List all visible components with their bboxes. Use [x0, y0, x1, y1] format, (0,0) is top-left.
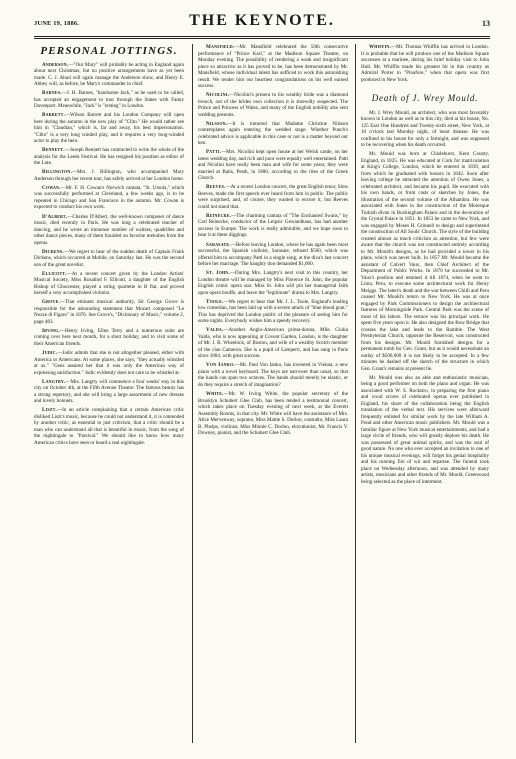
item-text: —Judic admits that she is not altogether pleased, either with America or Americans. At some places, she says, "they actually whistled at us." "Gens assured her that it was only the American way of expressing satisfaction." Judic evidently does not care to be whistled at.	[34, 350, 184, 376]
jotting-item	[198, 242, 348, 268]
item-heading: Irving.	[42, 327, 60, 334]
left-column	[34, 44, 184, 449]
item-text: —Wilson Barrett and his London Company will open here during the autumn in the new play of "Clito." He would rather see him in "Claudian," which is, far and away, his best impersonation. "Clito" is a very long winded play, and it requires a very long-winded actor to play the hero.	[34, 112, 184, 145]
jotting-item	[34, 169, 184, 182]
obituary-paragraph: Mr. J. Wrey Mould, an architect, who was most favorably known in London as well as in this city, died at his house, No. 125 East One Hundred and Twenty-sixth street, New York, at 10 o'clock last Monday night, of heart disease. He was confined to his house for only a fortnight, and was supposed to be recovering when his death occurred.	[361, 109, 489, 148]
item-heading: Mansfield.	[206, 44, 235, 50]
item-text: —Another Anglo-American prima-donna, Mlle. Giulia Valda, who is now appearing at Covent Garden, London, is the daughter of Mr. J. B. Wheelock, of Boston, and wife of a wealthy Scotch member of the clan Cameron. She is a pupil of Lamperti, and has sung in Paris since 1884, with great success.	[198, 327, 348, 360]
item-text: —We regret to hear that Mr. J. L. Toole, England's leading low comedian, has been laid up with a severe attack of "blue blood gout." This has deprived the London public of the pleasure of seeing him for some nights. Everybody wishes him a speedy recovery.	[198, 298, 348, 325]
item-text: —During Mrs. Langtry's next visit to this country, her London theatre will be managed by Miss Florence St. John, the popular English comic opera star. Miss St. John will pin her managerial faith upon opera bouffe, and leave the "legitimate" drama to Mrs. Langtry.	[198, 270, 348, 296]
jotting-item	[34, 147, 184, 167]
item-heading: Anderson.	[42, 61, 69, 68]
item-heading: Barnes.	[42, 90, 62, 97]
item-text: —Henry Irving, Ellen Terry and a numerous suite are coming over here next month, for a short holiday, and to visit some of their American friends.	[34, 327, 184, 347]
jotting-item	[198, 362, 348, 388]
item-heading: Whiffin.	[369, 44, 391, 50]
item-heading: Reeves.	[206, 184, 226, 191]
item-heading: Valda.	[206, 327, 224, 334]
item-heading: Dickens.	[42, 248, 64, 255]
item-heading: White.	[206, 391, 224, 398]
item-heading: Reinecke.	[206, 212, 232, 219]
item-text: —Mr. W. Irving White, the popular secretary of the Brooklyn Schubert Glee Club, has been tended a testimonial concert, which takes place on Tuesday evening of next week, at the Everett Assembly Rooms, in that city. Mr. White will have the assistance of Mrs. Alice Mervenway, soprano, Miss Mattie S. Dorlon, contralto, Miss Laura B. Phelps, violinist, Miss Minnie C. Dorlon, elocutionist, Mr. Francis V. Downey, pianist, and the Schubert Glee Club.	[198, 391, 348, 437]
item-text: —Charles D'Albert, the well-known composer of dance music, died recently in Paris. He was long a celebrated teacher of dancing, and he wrote an immense number of waltzes, quadrilles and other dance pieces, many of them founded on favorite melodies from the operas.	[34, 213, 184, 246]
jotting-item	[34, 185, 184, 211]
publication-title: THE KEYNOTE.	[189, 12, 335, 29]
item-heading: Toole.	[206, 298, 224, 305]
item-heading: Langtry.	[42, 378, 66, 385]
item-heading: Barrett.	[42, 112, 65, 119]
jotting-item	[198, 184, 348, 210]
header-rule	[34, 36, 490, 37]
jotting-item	[198, 299, 348, 325]
masthead	[34, 12, 490, 34]
jotting-item	[34, 214, 184, 247]
item-text: —Nicolini's present to his wealthy bride was a diamond brooch, out of the brides own collection it is shrewdly suspected. The Prince and Princess of Wales, and many of the English nobility also sent wedding presents.	[198, 92, 348, 118]
jotting-item	[34, 379, 184, 405]
jotting-item	[198, 44, 348, 90]
jotting-item	[34, 328, 184, 348]
item-heading: Bennett.	[42, 147, 65, 154]
obituary-title: Death of J. Wrey Mould.	[371, 93, 479, 103]
page-number: 13	[482, 19, 490, 28]
item-text: —At a recent London concert, the great English tenor, Sims Reeves, made the first speech ever heard from him in public. The public were surprised, and, of course, they wanted to encore it, but Reeves could not stand that.	[198, 184, 348, 210]
jotting-item	[34, 407, 184, 446]
item-text: —Mr. Thomas Whiffin has arrived in London. It is probable that he will produce one of the Madison Square successes at a matinee, during his brief holiday visit to John Hull. Mr. Whiffin made his greatest hit in this country as Admiral Porter in "Pinafore," when that opera was first produced in New York.	[361, 44, 489, 83]
item-heading: D'Albert.	[42, 213, 68, 220]
item-text: —That eminent musical authority, Sir George Grove is responsible for the astounding statement that Mozart composed "Le Nozze di Figaro" in 1876. See Grove's, "Dictionary of Music," volume 2, page 483.	[34, 299, 184, 325]
section-title: PERSONAL JOTTINGS.	[40, 45, 178, 57]
middle-column	[198, 44, 348, 439]
item-heading: Von Ianko.	[206, 362, 235, 369]
jotting-item	[361, 44, 489, 83]
jotting-item	[198, 213, 348, 239]
column-divider	[192, 44, 193, 743]
item-heading: Grove.	[42, 299, 60, 306]
jotting-item	[34, 299, 184, 325]
item-heading: Nicolini.	[206, 92, 229, 99]
jotting-item	[34, 62, 184, 88]
jotting-item	[34, 249, 184, 269]
jotting-item	[34, 350, 184, 376]
header-rule-thin	[34, 38, 490, 39]
item-heading: St. John.	[206, 270, 230, 277]
item-text: —We regret to hear of the sudden death of Captain Frank Dickens, which occurred at Mobile, on Saturday last. He was the second son of the great novelist.	[34, 248, 184, 268]
item-text: —Mr. Mansfield celebrated the 50th consecutive performance of "Prince Karl," at the Madison Square Theatre, on Monday evening. The possibility of rendering a weak and insignificant piece so attractive as it has proved to be, has been demonstrated by Mr. Mansfield, whose individual talent has sufficed to work this astonishing result. We tender him our heartiest congratulations on his well earned success.	[198, 44, 348, 89]
jotting-item	[34, 112, 184, 145]
item-text: —Before leaving London, where he has again been most successful, the Spanish violinist, Sarasate, refused $500, which was offered him to accompany Patti in a single song, at the diva's last concert before her marriage. The haughty don demanded $1,000.	[198, 241, 348, 268]
item-text: —Mr. Paul Von Ianko, has invented in Vienna, a new piano with a novel keyboard. The keys are narrower than usual, so that the hands can span two octaves. The hands should merely be elastic, or do they require a stretch of imagination?	[198, 362, 348, 388]
item-text: —It is rumored that Madame Christine Nilsson contemplates again entering the wedded stage. Whether Punch's celebrated advice is applicable in this case or not is a matter beyond our ken.	[198, 120, 348, 147]
item-text: —Mrs. J. Billington, who accompanied Mary Anderson through her recent tour, has safely arrived at her London home.	[34, 169, 184, 182]
jotting-item	[198, 391, 348, 437]
jotting-item	[198, 327, 348, 360]
right-column	[361, 44, 489, 488]
item-text: —Mrs. Langtry will commence a four weeks' stay in this city on October 4th, at the Fifth Avenue Theatre. The famous beauty has a strong repertory, and she will bring a large assortment of new dresses and lovely bonnets.	[34, 378, 184, 405]
jotting-item	[198, 121, 348, 147]
item-heading: Liszt.	[42, 407, 57, 414]
jotting-item	[198, 270, 348, 296]
item-text: —At a recent concert given by the London Artists' Musical Society, Miss Rosalind F. Ellicott, a daughter of the English Bishop of Gloucester, played a string quartette in B flat, and proved herself a very accomplished violinist.	[34, 270, 184, 297]
jotting-item	[34, 271, 184, 297]
item-heading: Billington.	[42, 169, 72, 176]
jotting-item	[198, 92, 348, 118]
item-text: —Mr. F. H. Cowan's Norwich cantata, "St. Ursula," which was successfully performed at Cleveland, a few weeks ago, is to be repeated in Chicago and San Francisco in the autumn. Mr. Cowan is expected to conduct his own work.	[34, 184, 184, 211]
column-divider	[355, 44, 356, 743]
issue-date: JUNE 19, 1886.	[34, 20, 80, 27]
obituary-paragraph: Mr. Mould was also an able and enthusiastic musician, being a good performer on both the piano and organ. He was associated with W. S. Rockstro, in preparing the first piano and vocal scores of celebrated operas ever published in England, his share of the collaboration being the English translation of the verbal text. His services were afterward frequently enlisted for similar work by the late William A. Pond and other American music publishers. Mr. Mould was a familiar figure at New York musical entertainments, and had a large circle of friends, who will greatly deplore his death. He was possessed of great animal spirits, and was the soul of good nature. No one who ever accepted an invitation to one of his unique musical evenings, will forget his genial hospitality and his running fire of wit and repartee. The funeral took place on Wednesday afternoon, and was attended by many artists, musicians and other friends of Mr. Mould, Greenwood being selected as the place of interment.	[361, 374, 489, 485]
obituary-paragraph: Mr. Mould was born at Chislehurst, Kent County, England, in 1825. He was educated at Cork for matriculation at King's College, London, which he entered in 1839, and from which he graduated with honors in 1842. Soon after leaving college he attracted the attention of Owen Jones, a celebrated architect, and became his pupil. He executed with his own hands, or from casts or sketches by Jones, the illustration of the second volume of the Alhambra. He was associated with Jones in the construction of the Moresque Turkish divan in Buckingham Palace and in the decoration of the Crystal Palace in 1851. In 1853 he came to New York, and was engaged by Moses H. Grinnell to design and superintend the construction of All Souls' Church. The style of the building created almost as much criticism as attention, but few were aware that the church was not constructed entirely according to Mr. Mould's designs, as he had provided a tower in his plans, which was never built. In 1857 Mr. Mould became the assistant of Calvert Vaux, then Chief Architect of the Department of Public Works. In 1870 he succeeded to Mr. Vaux's position and retained it till 1874, when he went to Lima, Peru, to execute some architectural work for Henry Meiggs. The latter's death and the war between Chilli and Peru caused Mr. Mould's return to New York. He was at once engaged by Park Commissioners to design the architectural features of Morningside Park. Central Park was the scene of most of his labors. The terrace was his principal work. He spent five years upon it. He also designed the Bow Bridge that crosses the lake and leads to the Ramble. The West Presbyterian Church, opposite the Reservoir, was constructed from his designs. Mr. Mould furnished designs for a permanent tomb for Gen. Grant, but as it would necessitate an outlay of $500,000 it is not likely to be accepted. In a few minutes he dashed off the sketch of the structure in which Gen. Grant's remains at present lie.	[361, 151, 490, 372]
item-text: —J. H. Barnes, "handsome Jack," as he used to be called, has accepted an engagement to tour through the States with Fanny Davenport. Meanwhile, "Jack" is "resting" in London.	[34, 90, 184, 110]
jotting-item	[34, 90, 184, 110]
item-text: —The charming cantata of "The Enchanted Swans," by Carl Reinecke, conductor of the Leipsic Gewandhaus, has had another success in Europe. The work is really admirable, and we hope soon to hear it at these diggings.	[198, 212, 348, 239]
item-heading: Sarasate.	[206, 241, 231, 248]
item-heading: Ellicott.	[42, 270, 67, 277]
item-text: —"Our Mary" will probably be acting in England again about next Christmas, but no positive arrangements have as yet been made. C. J. Abud will again manage the Anderson show, and Henry E. Abbey will, as before, be Mary's commander in chief.	[34, 61, 184, 87]
item-heading: Nilsson.	[206, 120, 228, 127]
item-text: —Mrs. Nicolini kept open house at her Welsh castle, on her latest wedding day, and rich and poor were equally well entertained. Patti and Nicolini have really been man and wife for some years; they were married at Batis, Pesth, in 1880, according to the rites of the Greek Church.	[198, 149, 348, 182]
item-text: —In an article complaining that a certain American critic disliked Liszt's music, because he could not understand it, it is contended by another critic, as essential to just criticism, that a critic should be a man who can understand all that is beautiful in music, from the song of the nightingale to "Parsival." We should like to know how many American critics have seen or heard a real nightingale.	[34, 407, 184, 446]
item-text: —Joseph Bennett has contracted to write the whole of the analysis for the Leeds Festival. He has resigned his position as editor of the Lute.	[34, 147, 184, 167]
item-heading: Judic.	[42, 350, 58, 357]
jotting-item	[198, 149, 348, 182]
item-heading: Patti.	[206, 149, 222, 156]
item-heading: Cowan.	[42, 184, 61, 191]
